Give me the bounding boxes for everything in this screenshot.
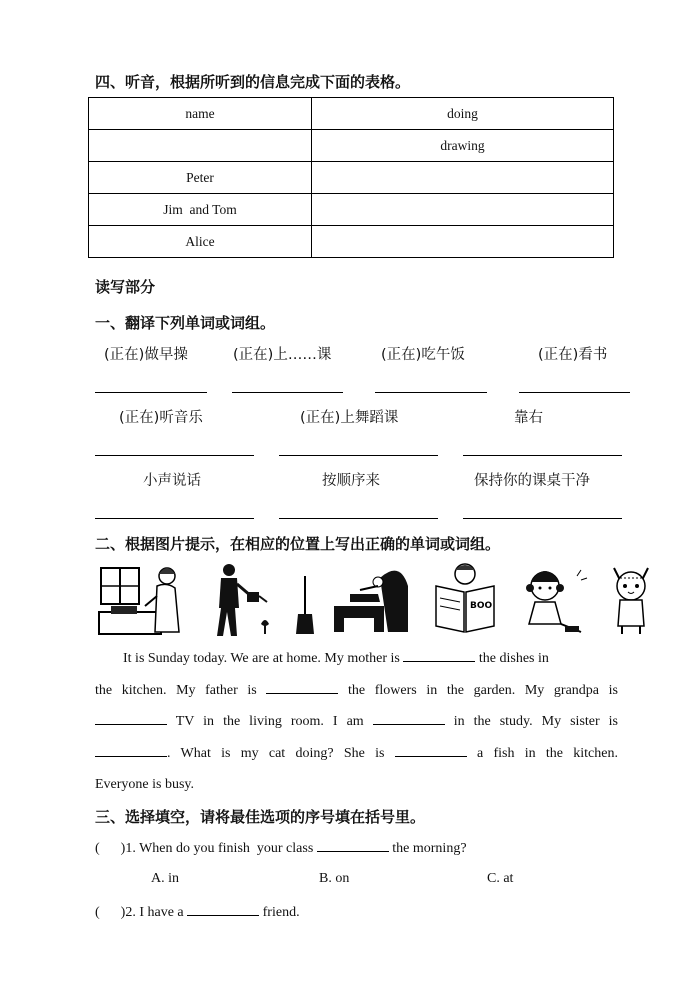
fill-blank[interactable] — [95, 744, 167, 757]
part1-title: 一、翻译下列单词或词组。 — [95, 314, 276, 332]
answer-line[interactable] — [95, 392, 207, 393]
phrase-item: (正在)吃午饭 — [381, 347, 465, 363]
svg-text:BOO: BOO — [470, 601, 493, 611]
table-cell: Alice — [89, 226, 312, 258]
paragraph-line — [95, 643, 618, 675]
answer-line[interactable] — [463, 455, 622, 456]
answer-line[interactable] — [375, 392, 487, 393]
girl-with-headphones-icon — [515, 562, 589, 638]
listening-table — [88, 97, 614, 258]
broom-icon — [290, 562, 320, 638]
paragraph-text: It is Sunday today. We are at home. My mother is — [123, 651, 404, 666]
table-cell[interactable] — [312, 226, 614, 258]
table-cell: Jim and Tom — [89, 194, 312, 226]
phrase-item: 小声说话 — [143, 473, 201, 489]
answer-line[interactable] — [95, 518, 254, 519]
fill-blank[interactable] — [373, 712, 445, 725]
fill-blank[interactable] — [266, 681, 338, 694]
man-on-sofa-icon — [330, 562, 412, 638]
question-2 — [95, 903, 300, 921]
option-c: C. at — [487, 871, 514, 886]
fill-blank[interactable] — [187, 903, 259, 916]
fill-blank[interactable] — [403, 649, 475, 662]
paragraph-text: the kitchen. My father is — [95, 682, 267, 698]
paragraph-text: in the study. My sister is — [444, 714, 619, 730]
paragraph-text: the flowers in the garden. My grandpa is — [338, 682, 618, 698]
answer-line[interactable] — [519, 392, 630, 393]
table-header-name: name — [89, 98, 312, 130]
paragraph-line — [95, 738, 618, 770]
man-watering-flowers-icon — [203, 562, 275, 638]
question-1 — [95, 839, 467, 857]
answer-line[interactable] — [232, 392, 343, 393]
table-cell: drawing — [312, 130, 614, 162]
phrase-item: (正在)听音乐 — [119, 410, 203, 426]
question-text: the morning? — [388, 841, 467, 856]
question-text: friend. — [259, 905, 300, 920]
answer-line[interactable] — [95, 455, 254, 456]
option-a: A. in — [151, 871, 179, 886]
paragraph-text: . What is my cat doing? She is — [167, 745, 395, 761]
table-cell[interactable] — [89, 130, 312, 162]
paragraph-line — [95, 706, 618, 738]
answer-paren[interactable]: ( ) — [95, 841, 126, 856]
paragraph-text: Everyone is busy. — [95, 777, 195, 793]
section4-title: 四、听音，根据所听到的信息完成下面的表格。 — [95, 73, 411, 91]
phrase-item: 保持你的课桌干净 — [474, 473, 590, 489]
fill-blank[interactable] — [395, 744, 467, 757]
paragraph-text: TV in the living room. I am — [167, 714, 373, 730]
answer-line[interactable] — [279, 518, 438, 519]
part2-title: 二、根据图片提示，在相应的位置上写出正确的单词或词组。 — [95, 535, 501, 553]
reading-writing-title: 读写部分 — [95, 278, 156, 296]
table-cell[interactable] — [312, 162, 614, 194]
answer-line[interactable] — [279, 455, 438, 456]
part3-title: 三、选择填空，请将最佳选项的序号填在括号里。 — [95, 808, 426, 826]
table-header-doing: doing — [312, 98, 614, 130]
paragraph-line — [95, 675, 618, 707]
phrase-item: 按顺序来 — [322, 473, 380, 489]
boy-reading-book-icon — [432, 562, 498, 638]
phrase-item: (正在)上舞蹈课 — [300, 410, 399, 426]
answer-line[interactable] — [463, 518, 622, 519]
paragraph-line — [95, 769, 618, 801]
paragraph-text: a fish in the kitchen. — [466, 745, 618, 761]
answer-paren[interactable]: ( ) — [95, 905, 126, 920]
cat-icon — [604, 562, 658, 638]
question-text: 2. I have a — [125, 905, 188, 920]
phrase-item: (正在)看书 — [538, 347, 608, 363]
table-row — [89, 194, 614, 226]
table-row — [89, 226, 614, 258]
table-row — [89, 162, 614, 194]
fill-blank[interactable] — [95, 712, 167, 725]
paragraph-text: the dishes in — [475, 651, 549, 666]
cloze-paragraph — [95, 643, 618, 801]
table-header-row — [89, 98, 614, 130]
table-row — [89, 130, 614, 162]
fill-blank[interactable] — [317, 839, 389, 852]
table-cell: Peter — [89, 162, 312, 194]
phrase-item: (正在)上……课 — [233, 347, 332, 363]
question-text: 1. When do you finish your class — [125, 841, 317, 856]
table-cell[interactable] — [312, 194, 614, 226]
phrase-item: 靠右 — [514, 410, 543, 426]
phrase-item: (正在)做早操 — [104, 347, 188, 363]
option-b: B. on — [319, 871, 350, 886]
girl-washing-dishes-icon — [97, 562, 185, 638]
